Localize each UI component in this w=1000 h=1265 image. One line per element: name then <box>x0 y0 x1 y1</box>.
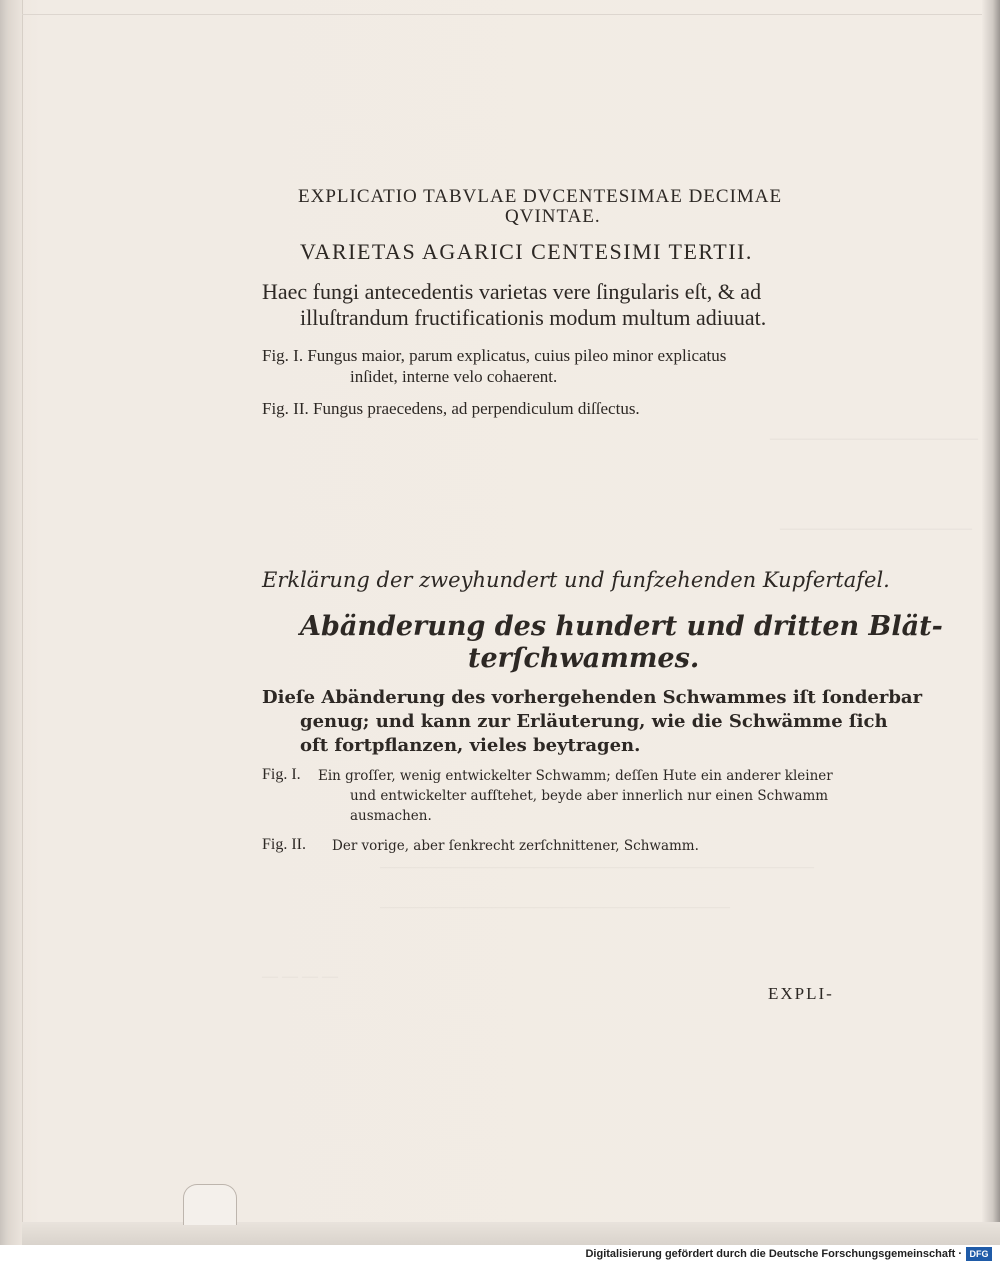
latin-body-line: illuſtrandum fructificationis modum multum adiuuat. <box>300 305 767 330</box>
footer-bar <box>0 1245 1000 1265</box>
bleed-through-text: ———————————— <box>780 520 972 537</box>
german-subtitle: Abänderung des hundert und dritten Blät- <box>300 611 943 642</box>
page-bottom-edge <box>22 1222 1000 1245</box>
latin-fig2-caption: Fig. II. Fungus praecedens, ad perpendiculum diſſectus. <box>262 399 640 418</box>
latin-title: EXPLICATIO TABVLAE DVCENTESIMAE DECIMAE <box>298 186 783 207</box>
page-tab <box>183 1184 237 1225</box>
german-fig1-label: Fig. I. <box>262 766 301 783</box>
catchword: EXPLI- <box>768 984 834 1003</box>
german-body-line: Dieſe Abänderung des vorhergehenden Schwammes iſt ſonderbar <box>262 687 923 708</box>
latin-title-continuation: QVINTAE. <box>505 206 601 227</box>
bleed-through-text: ————————————————————————— <box>380 900 730 915</box>
german-body-line: genug; und kann zur Erläuterung, wie die Schwämme ſich <box>300 711 888 732</box>
bleed-through-text: ————————————— <box>770 430 978 447</box>
german-body-line: oft fortpflanzen, vieles beytragen. <box>300 735 641 756</box>
german-fig1-caption: Ein groſſer, wenig entwickelter Schwamm; deſſen Hute ein anderer kleiner <box>318 768 833 784</box>
german-fig1-caption-continuation: ausmachen. <box>350 808 432 824</box>
german-fig1-caption-continuation: und entwickelter aufſtehet, beyde aber innerlich nur einen Schwamm <box>350 788 829 804</box>
german-fig2-caption: Der vorige, aber ſenkrecht zerſchnittener, Schwamm. <box>332 838 699 854</box>
left-page-edge <box>8 0 23 1245</box>
funding-credit: Digitalisierung gefördert durch die Deutsche Forschungsgemeinschaft · <box>585 1248 962 1260</box>
dfg-logo-icon: DFG <box>966 1247 992 1261</box>
german-fig2-label: Fig. II. <box>262 836 306 853</box>
german-title: Erklärung der zweyhundert und funfzehenden Kupfertafel. <box>262 568 890 592</box>
latin-body-line: Haec fungi antecedentis varietas vere ſingularis eſt, & ad <box>262 279 762 304</box>
latin-fig1-caption-continuation: inſidet, interne velo cohaerent. <box>350 367 558 386</box>
german-subtitle-continuation: terſchwammes. <box>468 643 700 674</box>
bleed-through-text: ——————————————————————————————— <box>380 860 814 875</box>
top-page-edge <box>22 10 982 15</box>
bleed-through-text: — — — — <box>262 968 338 985</box>
latin-subtitle: VARIETAS AGARICI CENTESIMI TERTII. <box>300 239 753 264</box>
latin-fig1-caption: Fig. I. Fungus maior, parum explicatus, cuius pileo minor explicatus <box>262 346 727 365</box>
right-page-edge <box>982 0 1000 1245</box>
